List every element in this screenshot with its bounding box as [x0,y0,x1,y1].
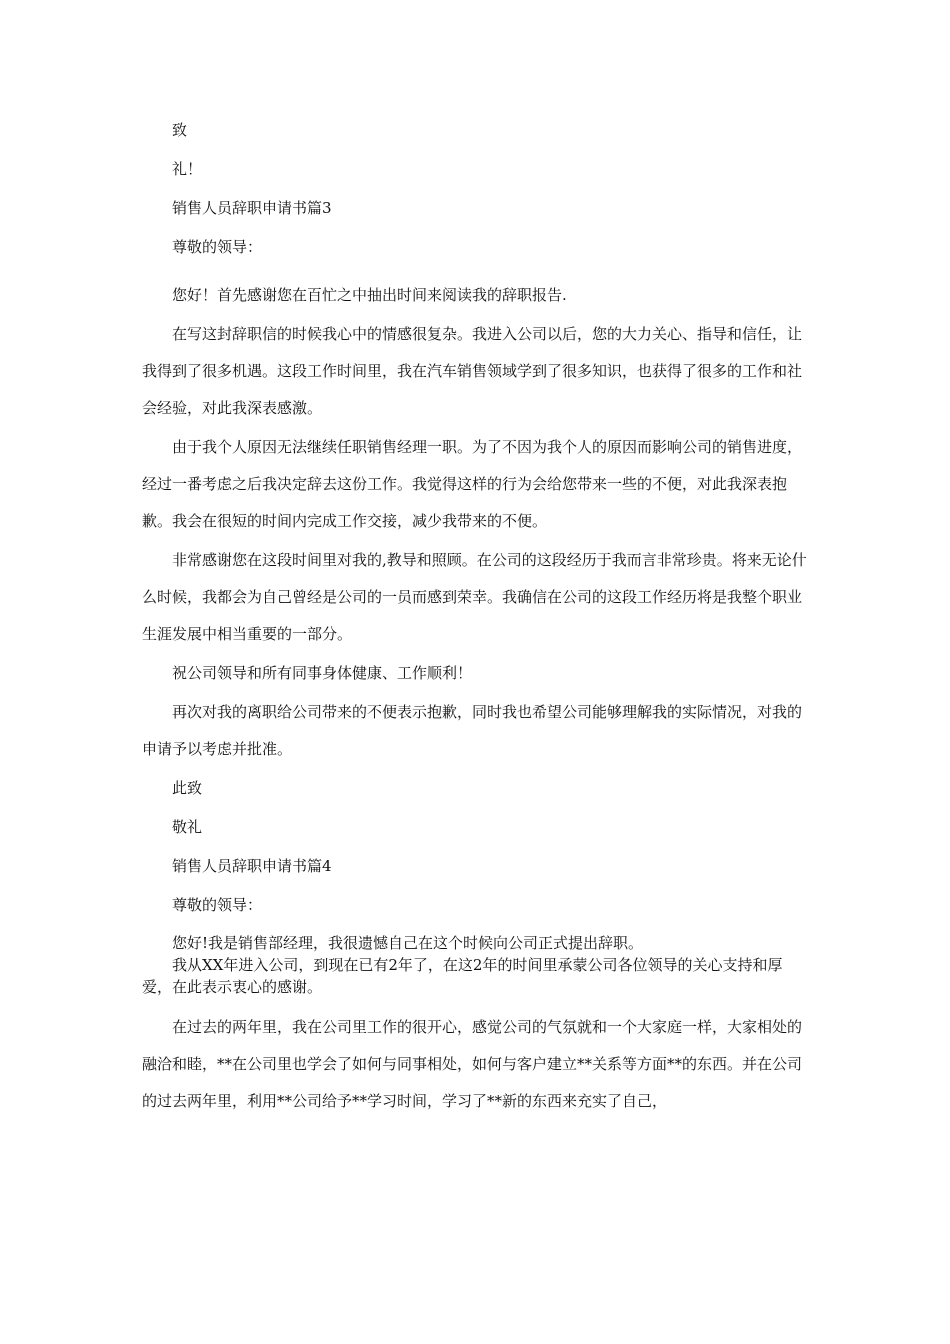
salutation-4: 尊敬的领导： [172,896,263,914]
paragraph-thanks: 非常感谢您在这段时间里对我的,教导和照顾。在公司的这段经历于我而言非常珍贵。将来无论什么时候，我都会为自己曾经是公司的一员而感到荣幸。我确信在公司的这段工作经历将是我整个职业生涯发展中相当重要的一部分。 [142,551,807,643]
closing-jingli: 敬礼 [172,818,203,836]
greeting-3: 您好！首先感谢您在百忙之中抽出时间来阅读我的辞职报告. [172,286,567,304]
paragraph-joined: 我从XX年进入公司，到现在已有2年了，在这2年的时间里承蒙公司各位领导的关心支持和厚爱，在此表示衷心的感谢。 [142,956,783,996]
closing-cizhi: 此致 [172,779,203,797]
section-title-3: 销售人员辞职申请书篇3 [172,199,332,217]
paragraph-reason: 由于我个人原因无法继续任职销售经理一职。为了不因为我个人的原因而影响公司的销售进度，经过一番考虑之后我决定辞去这份工作。我觉得这样的行为会给您带来一些的不便，对此我深表抱歉。我会在很短的时间内完成工作交接，减少我带来的不便。 [142,438,803,530]
greeting-4: 您好!我是销售部经理，我很遗憾自己在这个时候向公司正式提出辞职。 [172,934,644,952]
paragraph-wishes: 祝公司领导和所有同事身体健康、工作顺利！ [172,664,473,682]
section-title-4: 销售人员辞职申请书篇4 [172,857,332,875]
closing-li: 礼！ [172,160,203,178]
salutation-3: 尊敬的领导： [172,238,263,256]
paragraph-feelings: 在写这封辞职信的时候我心中的情感很复杂。我进入公司以后，您的大力关心、指导和信任，让我得到了很多机遇。这段工作时间里，我在汽车销售领域学到了很多知识，也获得了很多的工作和社会经验，对此我深表感激。 [142,325,803,417]
paragraph-apology: 再次对我的离职给公司带来的不便表示抱歉，同时我也希望公司能够理解我的实际情况，对我的申请予以考虑并批准。 [142,703,803,758]
closing-zhi: 致 [172,121,188,139]
paragraph-two-years: 在过去的两年里，我在公司里工作的很开心，感觉公司的气氛就和一个大家庭一样，大家相处的融洽和睦，**在公司里也学会了如何与同事相处，如何与客户建立**关系等方面**的东西。并在公司的过去两年里，利用**公司给予**学习时间，学习了**新的东西来充实了自己， [142,1018,803,1110]
document-body [142,112,810,1120]
